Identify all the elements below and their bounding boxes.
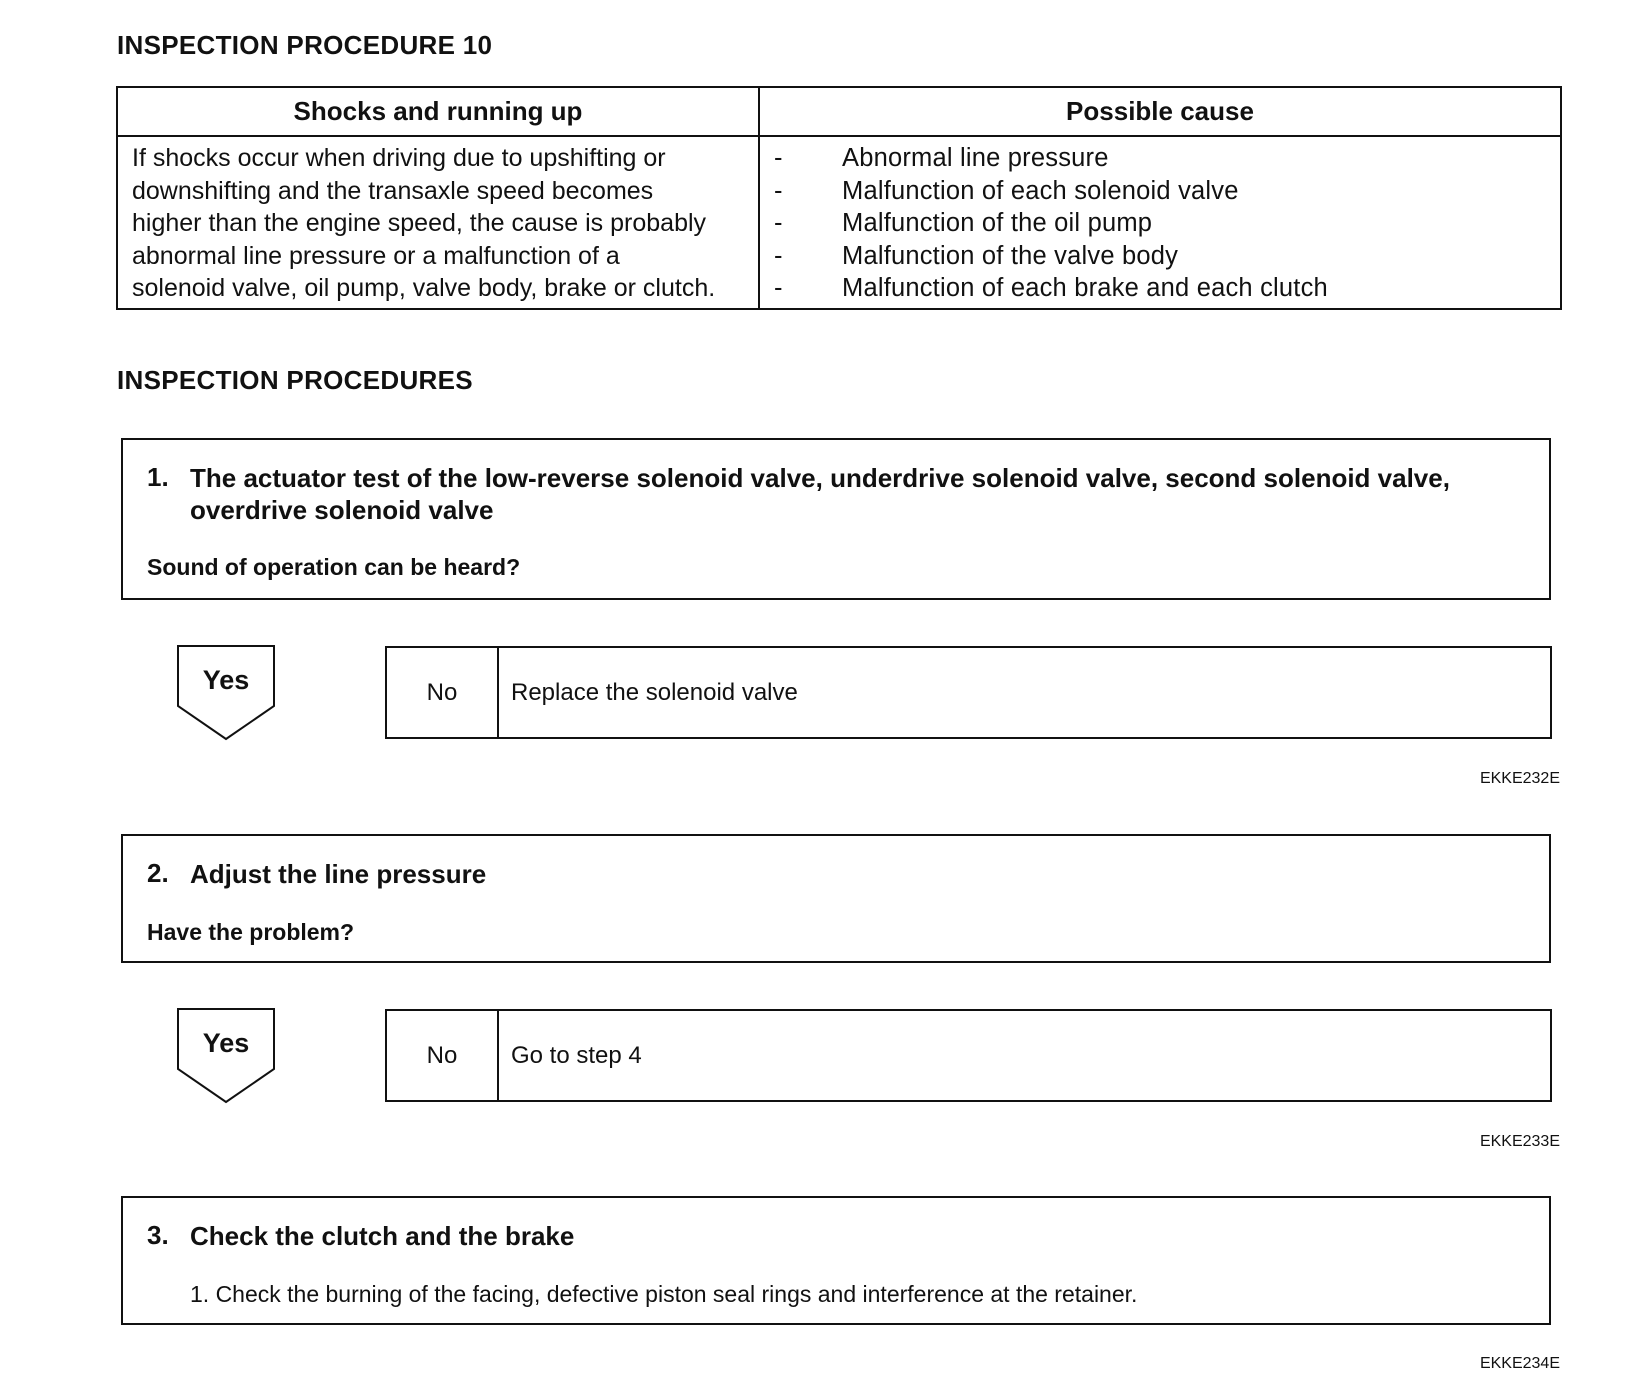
step-3-box [121,1196,1551,1325]
no-action: Replace the solenoid valve [511,679,798,706]
cause-text: Malfunction of the oil pump [842,209,1153,237]
step-heading [190,462,1519,526]
figure-code: EKKE234E [1479,1355,1560,1372]
no-branch-box [385,646,1552,739]
cause-text: Abnormal line pressure [842,144,1109,172]
possible-cause-list [774,142,1560,305]
step-question: Sound of operation can be heard? [147,554,521,580]
yes-arrow [177,645,275,741]
bullet-dash: - [774,209,783,237]
cause-item [774,240,1560,273]
heading-line: Check the clutch and the brake [190,1221,575,1251]
cause-text: Malfunction of each brake and each clutch [842,274,1328,302]
symptom-description [132,142,754,305]
figure-code: EKKE232E [1479,770,1560,787]
summary-table [116,86,1562,310]
yes-label: Yes [202,1028,250,1058]
step-number: 3. [147,1220,169,1250]
step-number: 1. [147,462,169,492]
step-heading [190,1220,1519,1252]
heading-line: overdrive solenoid valve [190,495,494,525]
cause-text: Malfunction of the valve body [842,241,1179,270]
bullet-dash: - [774,176,783,205]
bullet-dash: - [774,241,783,270]
no-label: No [387,1011,499,1100]
cause-item [774,207,1560,240]
page-title: INSPECTION PROCEDURE 10 [117,30,493,60]
description-line: solenoid valve, oil pump, valve body, brake or clutch. [132,274,716,302]
column-header-symptom: Shocks and running up [293,96,583,126]
description-line: downshifting and the transaxle speed becomes [132,176,654,205]
no-action: Go to step 4 [511,1042,642,1069]
step-heading [190,858,1519,890]
column-header-cause: Possible cause [1066,96,1254,126]
figure-code: EKKE233E [1479,1133,1560,1150]
sub-item: 1. Check the burning of the facing, defective piston seal rings and interference at the retainer. [190,1281,1138,1307]
step-number: 2. [147,858,169,888]
heading-line: Adjust the line pressure [190,859,487,889]
yes-arrow [177,1008,275,1104]
step-2-box [121,834,1551,963]
description-line: higher than the engine speed, the cause is probably [132,209,707,237]
no-branch-box [385,1009,1552,1102]
table-header-divider [118,135,1560,137]
cause-item [774,142,1560,175]
cause-item [774,272,1560,305]
heading-line: The actuator test of the low-reverse solenoid valve, underdrive solenoid valve, second solenoid valve, [190,463,1450,493]
yes-label: Yes [202,665,250,695]
cause-item [774,175,1560,208]
description-line: If shocks occur when driving due to upshifting or [132,144,666,172]
procedures-title: INSPECTION PROCEDURES [117,365,473,395]
cause-text: Malfunction of each solenoid valve [842,176,1239,205]
description-line: abnormal line pressure or a malfunction of a [132,241,620,270]
bullet-dash: - [774,274,783,302]
bullet-dash: - [774,144,783,172]
step-question: Have the problem? [147,919,355,945]
step-1-box [121,438,1551,600]
no-label: No [387,648,499,737]
